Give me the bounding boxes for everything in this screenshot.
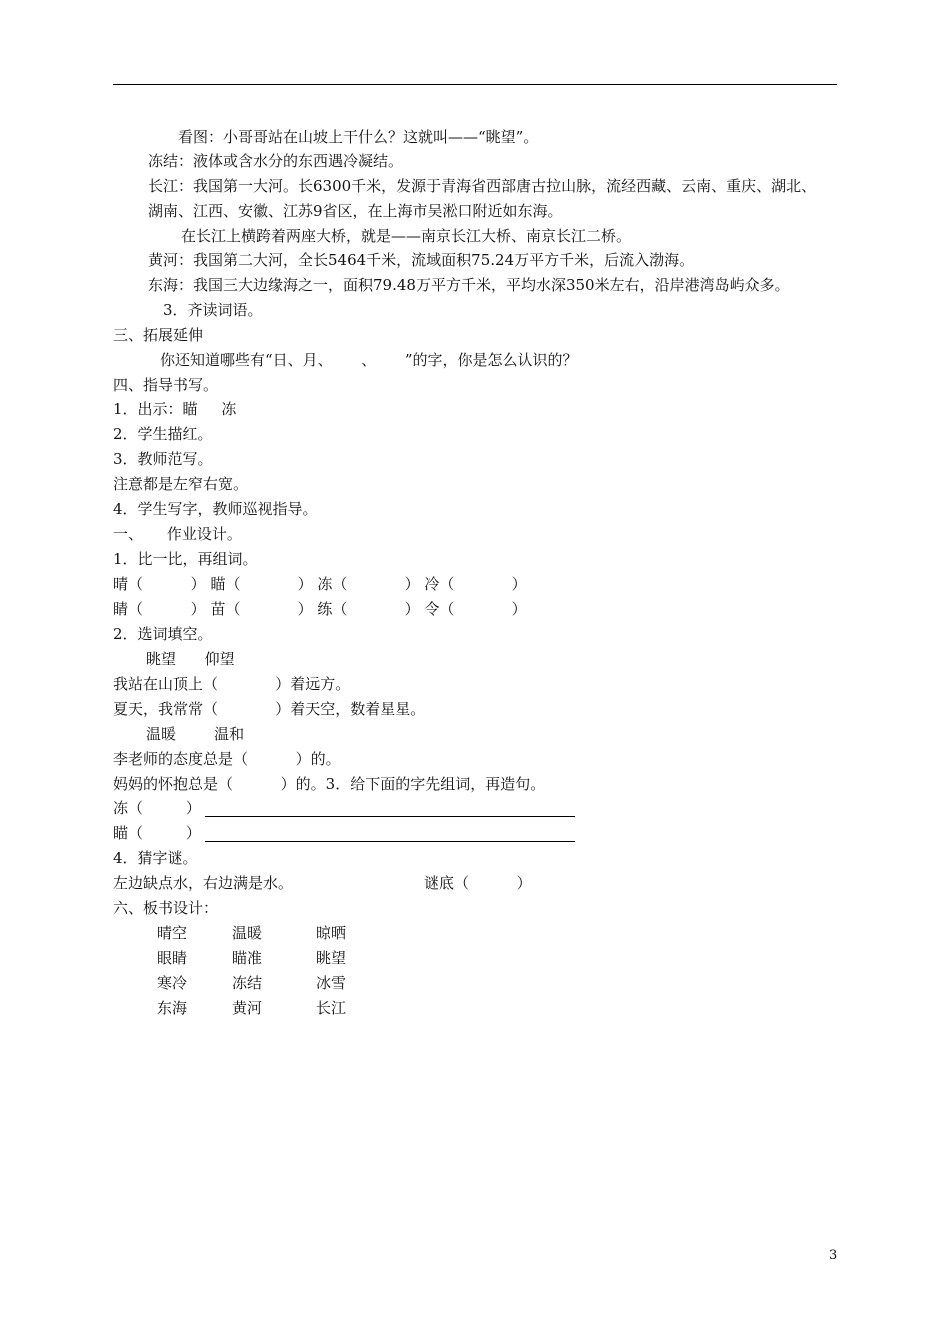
section-heading: 一、 作业设计。: [113, 525, 242, 543]
riddle-text: 左边缺点水，右边满是水。: [113, 874, 294, 892]
text-line: 3．教师范写。: [113, 450, 213, 468]
board-word: 东海: [157, 999, 188, 1017]
header-rule: [113, 84, 837, 85]
section-heading: 四、指导书写。: [113, 376, 219, 394]
text-line: 你还知道哪些有“日、月、 、 ”的字，你是怎么认识的？: [160, 351, 578, 369]
riddle-answer: 谜底（ ）: [424, 874, 532, 892]
text-line: 3．齐读词语。: [163, 301, 263, 319]
board-word: 眼睛: [157, 949, 188, 967]
text-line: 2．学生描红。: [113, 425, 213, 443]
word-choices: 温暖 温和: [146, 725, 245, 743]
text-line: 冻结：液体或含水分的东西遇冷凝结。: [148, 152, 404, 170]
text-line: 东海：我国三大边缘海之一，面积79.48万平方千米，平均水深350米左右，沿岸港湾岛屿众多。: [148, 276, 790, 294]
text-line: 注意都是左窄右宽。: [113, 475, 249, 493]
board-word: 晴空: [157, 924, 188, 942]
text-line: 1．比一比，再组词。: [113, 550, 258, 568]
text-line: 黄河：我国第二大河，全长5464千米，流域面积75.24万平方千米，后流入渤海。: [148, 251, 695, 269]
exercise-row: 睛（ ） 苗（ ） 练（ ） 令（ ）: [113, 600, 527, 618]
board-word: 寒冷: [157, 974, 188, 992]
text-line: 妈妈的怀抱总是（ ）的。3．给下面的字先组词，再造句。: [113, 775, 546, 793]
text-line: 4．学生写字，教师巡视指导。: [113, 500, 318, 518]
board-word: 温暖: [232, 924, 263, 942]
text-line: 看图：小哥哥站在山坡上干什么？这就叫——“眺望”。: [178, 128, 539, 146]
exercise-row: 晴（ ） 瞄（ ） 冻（ ） 冷（ ）: [113, 575, 527, 593]
answer-underline: [205, 816, 575, 817]
board-word: 眺望: [316, 949, 347, 967]
page-number: 3: [829, 1248, 838, 1263]
section-heading: 三、拓展延伸: [113, 326, 204, 344]
text-line: 我站在山顶上（ ）着远方。: [113, 675, 351, 693]
board-word: 黄河: [232, 999, 263, 1017]
text-line: 湖南、江西、安徽、江苏9省区，在上海市吴淞口附近如东海。: [148, 202, 563, 220]
board-word: 长江: [316, 999, 347, 1017]
board-word: 冰雪: [316, 974, 347, 992]
word-choices: 眺望 仰望: [146, 650, 235, 668]
section-heading: 六、板书设计：: [113, 899, 219, 917]
board-word: 冻结: [232, 974, 263, 992]
text-line: 长江：我国第一大河。长6300千米，发源于青海省西部唐古拉山脉，流经西藏、云南、重庆、湖北、: [148, 177, 817, 195]
sentence-prompt: 瞄（ ）: [113, 824, 201, 842]
text-line: 在长江上横跨着两座大桥，就是——南京长江大桥、南京长江二桥。: [181, 227, 632, 245]
text-line: 2．选词填空。: [113, 625, 213, 643]
text-line: 4．猜字谜。: [113, 849, 198, 867]
answer-underline: [205, 841, 575, 842]
board-word: 瞄准: [232, 949, 263, 967]
text-line: 李老师的态度总是（ ）的。: [113, 750, 341, 768]
text-line: 夏天，我常常（ ）着天空，数着星星。: [113, 700, 426, 718]
board-word: 晾晒: [316, 924, 347, 942]
text-line: 1．出示：瞄 冻: [113, 400, 237, 418]
sentence-prompt: 冻（ ）: [113, 799, 201, 817]
